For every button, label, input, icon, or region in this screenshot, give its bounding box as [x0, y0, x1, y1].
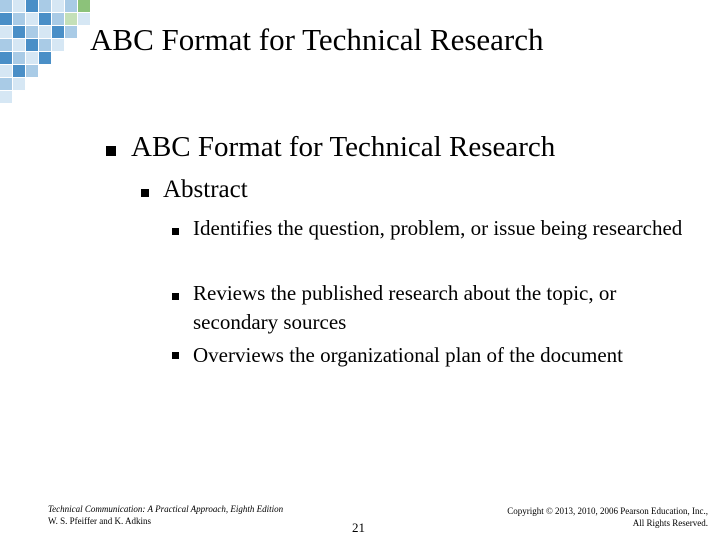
grid-tile — [26, 65, 38, 77]
book-authors: W. S. Pfeiffer and K. Adkins — [48, 516, 151, 526]
footer-citation — [48, 503, 283, 527]
bullet-item: Reviews the published research about the topic, or secondary sources — [193, 281, 617, 334]
rights-line: All Rights Reserved. — [632, 518, 708, 528]
grid-tile — [26, 26, 38, 38]
grid-tile — [26, 39, 38, 51]
grid-tile — [13, 52, 25, 64]
grid-tile — [13, 0, 25, 12]
book-title: Technical Communication: A Practical Approach, Eighth Edition — [48, 504, 284, 514]
grid-tile — [39, 52, 51, 64]
grid-tile — [0, 26, 12, 38]
level2-bullet-icon — [141, 189, 149, 197]
page-number: 21 — [352, 520, 365, 535]
grid-tile — [0, 0, 12, 12]
grid-tile — [26, 13, 38, 25]
grid-tile — [26, 0, 38, 12]
grid-tile — [39, 26, 51, 38]
grid-tile — [0, 13, 12, 25]
slide-title: ABC Format for Technical Research — [90, 22, 544, 57]
grid-tile — [13, 13, 25, 25]
grid-tile — [78, 13, 90, 25]
bullet-icon — [172, 293, 179, 300]
level1-heading: ABC Format for Technical Research — [131, 131, 556, 163]
grid-tile — [52, 39, 64, 51]
bullet-icon — [172, 228, 179, 235]
grid-tile — [0, 65, 12, 77]
bullet-item: Identifies the question, problem, or issue being researched — [193, 216, 683, 240]
grid-tile — [52, 26, 64, 38]
footer-copyright — [507, 505, 708, 529]
grid-tile — [52, 13, 64, 25]
grid-tile — [26, 52, 38, 64]
grid-tile — [13, 39, 25, 51]
level2-heading: Abstract — [163, 176, 248, 203]
grid-tile — [0, 91, 12, 103]
grid-tile — [0, 39, 12, 51]
grid-tile — [65, 13, 77, 25]
level1-bullet-icon — [106, 146, 116, 156]
grid-tile — [78, 0, 90, 12]
grid-tile — [39, 39, 51, 51]
decorative-tile-grid — [0, 0, 90, 110]
grid-tile — [13, 26, 25, 38]
grid-tile — [65, 26, 77, 38]
grid-tile — [13, 65, 25, 77]
grid-tile — [0, 52, 12, 64]
grid-tile — [52, 0, 64, 12]
grid-tile — [39, 0, 51, 12]
bullet-item: Overviews the organizational plan of the document — [193, 343, 623, 367]
grid-tile — [65, 0, 77, 12]
grid-tile — [0, 78, 12, 90]
grid-tile — [13, 78, 25, 90]
bullet-icon — [172, 352, 179, 359]
copyright-line: Copyright © 2013, 2010, 2006 Pearson Education, Inc., — [507, 506, 708, 516]
grid-tile — [39, 13, 51, 25]
